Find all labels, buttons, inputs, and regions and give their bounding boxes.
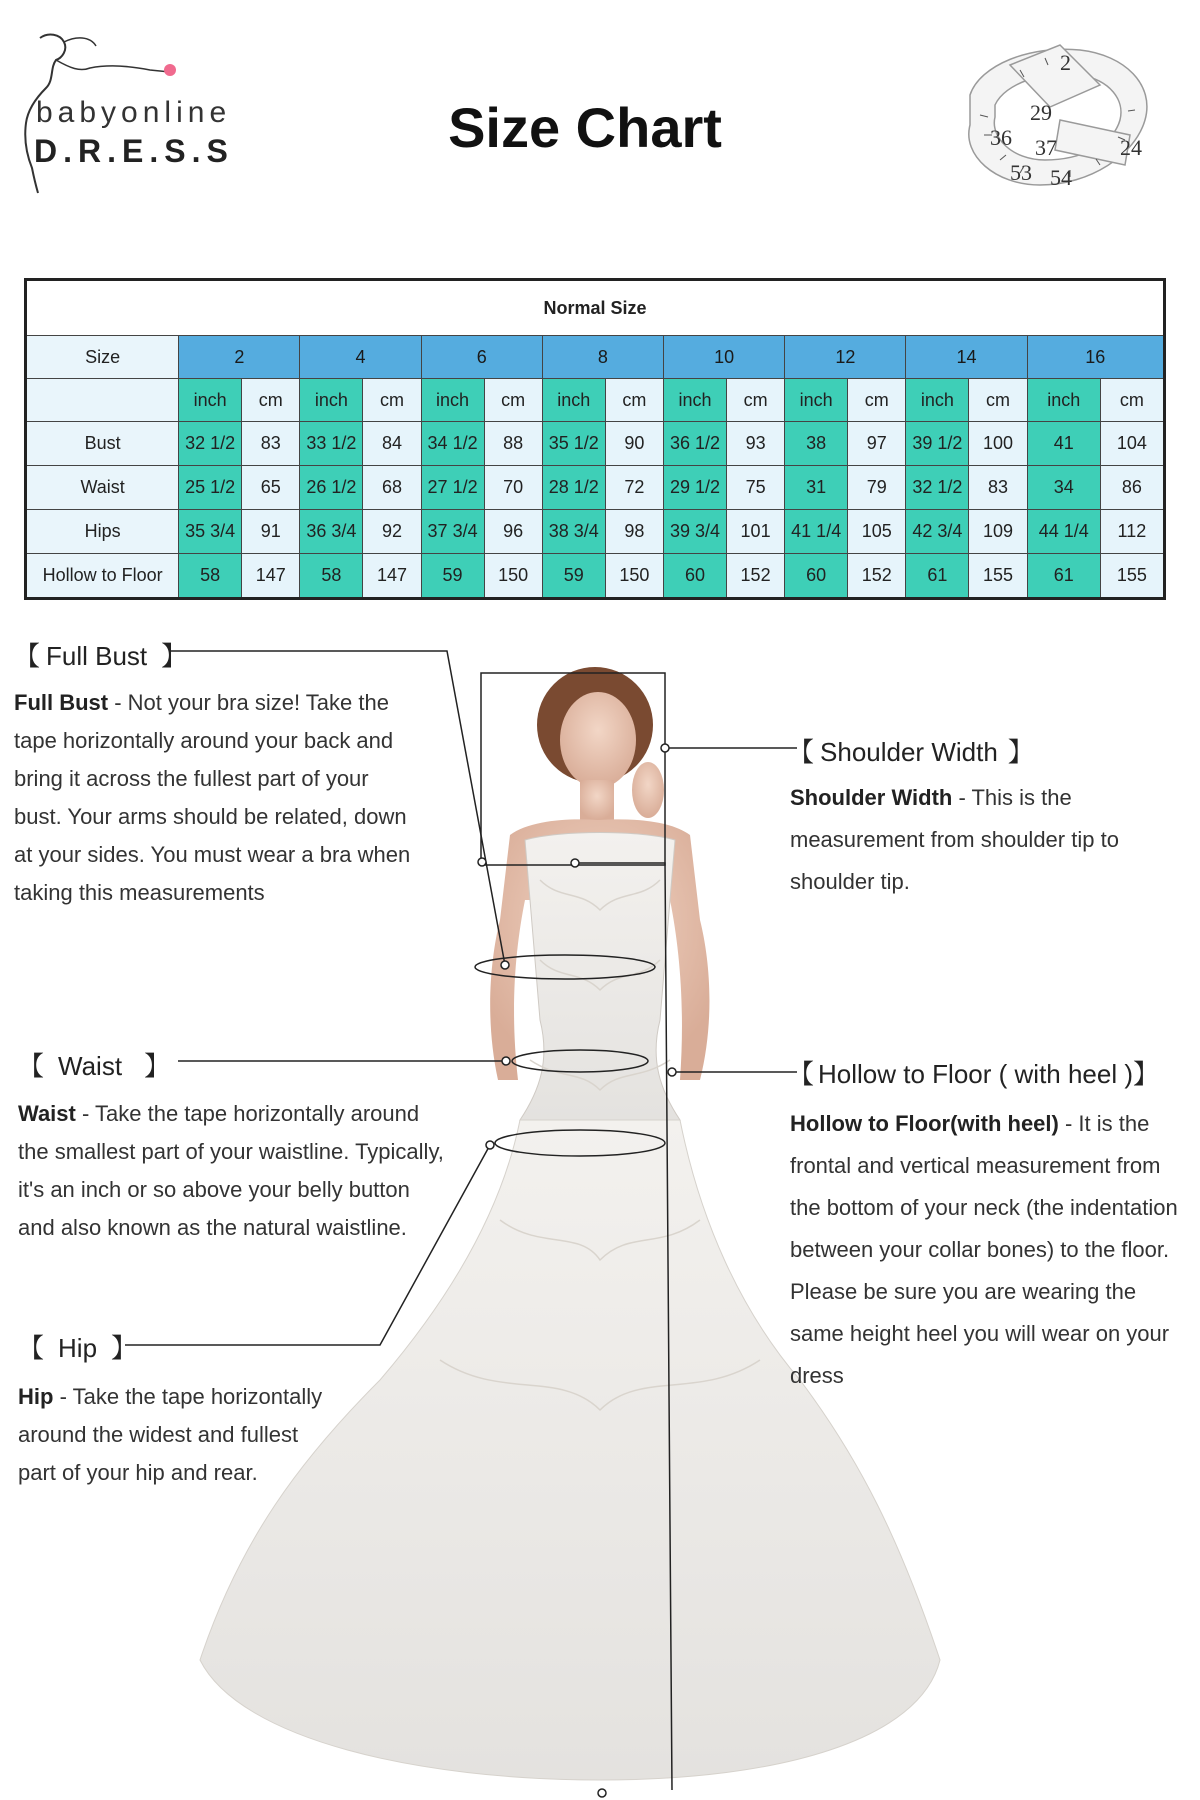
size-header-12: 12 (785, 336, 906, 379)
unit-inch: inch (664, 379, 727, 422)
table-cell: 150 (605, 554, 663, 599)
full-bust-heading: 【 Full Bust 】 (14, 641, 188, 671)
svg-text:2: 2 (1060, 50, 1071, 75)
svg-text:29: 29 (1030, 100, 1052, 125)
table-cell: 33 1/2 (300, 422, 363, 466)
hip-description: Hip - Take the tape horizontally around the widest and fullest part of your hip and rear. (18, 1384, 323, 1485)
table-cell: 150 (484, 554, 542, 599)
table-cell: 91 (242, 510, 300, 554)
size-header-6: 6 (421, 336, 542, 379)
close-bracket-icon: 】 (161, 641, 188, 671)
table-cell: 41 1/4 (785, 510, 848, 554)
table-cell: 39 1/2 (906, 422, 969, 466)
page-title: Size Chart (448, 96, 722, 159)
row-label: Bust (26, 422, 179, 466)
hip-measure-loop (495, 1130, 665, 1156)
table-cell: 68 (363, 466, 421, 510)
table-cell: 27 1/2 (421, 466, 484, 510)
table-cell: 25 1/2 (179, 466, 242, 510)
table-caption: Normal Size (26, 280, 1165, 336)
table-cell: 152 (848, 554, 906, 599)
svg-text:36: 36 (990, 125, 1012, 150)
close-bracket-icon: 】 (111, 1333, 138, 1363)
unit-inch: inch (179, 379, 242, 422)
table-cell: 72 (605, 466, 663, 510)
table-cell: 109 (969, 510, 1027, 554)
unit-inch: inch (1027, 379, 1100, 422)
hollow-to-floor-heading: 【 Hollow to Floor ( with heel )】 (788, 1059, 1160, 1089)
table-cell: 58 (179, 554, 242, 599)
hollow-to-floor-line (575, 863, 672, 1790)
size-header-14: 14 (906, 336, 1027, 379)
table-cell: 58 (300, 554, 363, 599)
table-cell: 105 (848, 510, 906, 554)
unit-cm: cm (1100, 379, 1164, 422)
hollow-to-floor-description: Hollow to Floor(with heel) - It is the frontal and vertical measurement from the bottom of your neck (the indentation between your collar bones) to the floor. Please be sure you are wearing the same height heel you will wear on your dress (790, 1111, 1178, 1388)
waist-description: Waist - Take the tape horizontally around the smallest part of your waistline. Typically, it's an inch or so above your belly button and also known as the natural waistline. (18, 1101, 444, 1240)
svg-text:53: 53 (1010, 160, 1032, 185)
table-cell: 42 3/4 (906, 510, 969, 554)
row-label: Waist (26, 466, 179, 510)
unit-cm: cm (363, 379, 421, 422)
brand-name: D.R.E.S.S (34, 133, 234, 169)
unit-inch: inch (785, 379, 848, 422)
size-header-2: 2 (179, 336, 300, 379)
unit-cm: cm (242, 379, 300, 422)
table-cell: 38 (785, 422, 848, 466)
table-cell: 84 (363, 422, 421, 466)
table-cell: 93 (726, 422, 784, 466)
shoulder-width-description: Shoulder Width - This is the measurement from shoulder tip to shoulder tip. (790, 785, 1119, 894)
table-cell: 61 (906, 554, 969, 599)
full-bust-description: Full Bust - Not your bra size! Take the tape horizontally around your back and bring it across the fullest part of your bust. Your arms should be related, down at your sides. You must wear a bra when taking this measurements (14, 690, 411, 905)
table-cell: 100 (969, 422, 1027, 466)
table-cell: 112 (1100, 510, 1164, 554)
table-cell: 90 (605, 422, 663, 466)
table-cell: 101 (726, 510, 784, 554)
table-cell: 29 1/2 (664, 466, 727, 510)
unit-cm: cm (484, 379, 542, 422)
table-cell: 34 (1027, 466, 1100, 510)
table-cell: 60 (664, 554, 727, 599)
table-cell: 79 (848, 466, 906, 510)
size-header-4: 4 (300, 336, 421, 379)
table-cell: 83 (969, 466, 1027, 510)
table-cell: 35 3/4 (179, 510, 242, 554)
table-cell: 34 1/2 (421, 422, 484, 466)
table-cell: 65 (242, 466, 300, 510)
table-cell: 35 1/2 (542, 422, 605, 466)
svg-text:24: 24 (1120, 135, 1142, 160)
table-cell: 147 (363, 554, 421, 599)
table-cell: 36 1/2 (664, 422, 727, 466)
table-cell: 104 (1100, 422, 1164, 466)
table-cell: 37 3/4 (421, 510, 484, 554)
table-cell: 60 (785, 554, 848, 599)
table-cell: 32 1/2 (179, 422, 242, 466)
shoulder-frame (481, 673, 665, 865)
table-cell: 59 (542, 554, 605, 599)
table-cell: 92 (363, 510, 421, 554)
row-label: Hollow to Floor (26, 554, 179, 599)
shoulder-width-heading: 【 Shoulder Width 】 (788, 737, 1034, 767)
table-cell: 61 (1027, 554, 1100, 599)
table-cell: 88 (484, 422, 542, 466)
table-cell: 39 3/4 (664, 510, 727, 554)
svg-text:54: 54 (1050, 165, 1072, 190)
close-bracket-icon: 】 (1133, 1059, 1160, 1089)
size-header-16: 16 (1027, 336, 1164, 379)
size-header-10: 10 (664, 336, 785, 379)
table-cell: 44 1/4 (1027, 510, 1100, 554)
open-bracket-icon: 【 (14, 641, 41, 671)
table-cell: 32 1/2 (906, 466, 969, 510)
table-cell: 31 (785, 466, 848, 510)
brand-word: babyonline (36, 96, 232, 129)
table-cell: 152 (726, 554, 784, 599)
unit-inch: inch (542, 379, 605, 422)
unit-cm: cm (726, 379, 784, 422)
close-bracket-icon: 】 (1007, 737, 1034, 767)
table-cell: 70 (484, 466, 542, 510)
unit-inch: inch (906, 379, 969, 422)
open-bracket-icon: 【 (788, 737, 815, 767)
waist-heading: 【 Waist 】 (18, 1051, 171, 1081)
table-cell: 86 (1100, 466, 1164, 510)
unit-cm: cm (605, 379, 663, 422)
svg-text:37: 37 (1035, 135, 1057, 160)
size-label: Size (26, 336, 179, 379)
size-header-8: 8 (542, 336, 663, 379)
table-cell: 83 (242, 422, 300, 466)
open-bracket-icon: 【 (18, 1051, 45, 1081)
waist-measure-loop (512, 1050, 648, 1072)
table-cell: 38 3/4 (542, 510, 605, 554)
row-label: Hips (26, 510, 179, 554)
table-cell: 41 (1027, 422, 1100, 466)
unit-cm: cm (969, 379, 1027, 422)
open-bracket-icon: 【 (18, 1333, 45, 1363)
table-cell: 36 3/4 (300, 510, 363, 554)
unit-inch: inch (421, 379, 484, 422)
table-cell: 155 (1100, 554, 1164, 599)
table-cell: 26 1/2 (300, 466, 363, 510)
table-cell: 28 1/2 (542, 466, 605, 510)
unit-inch: inch (300, 379, 363, 422)
unit-cm: cm (848, 379, 906, 422)
table-cell: 59 (421, 554, 484, 599)
table-cell: 155 (969, 554, 1027, 599)
hip-heading: 【 Hip 】 (18, 1333, 138, 1363)
close-bracket-icon: 】 (144, 1051, 171, 1081)
table-cell: 97 (848, 422, 906, 466)
open-bracket-icon: 【 (788, 1059, 815, 1089)
table-cell: 96 (484, 510, 542, 554)
table-cell: 75 (726, 466, 784, 510)
table-cell: 98 (605, 510, 663, 554)
table-cell: 147 (242, 554, 300, 599)
